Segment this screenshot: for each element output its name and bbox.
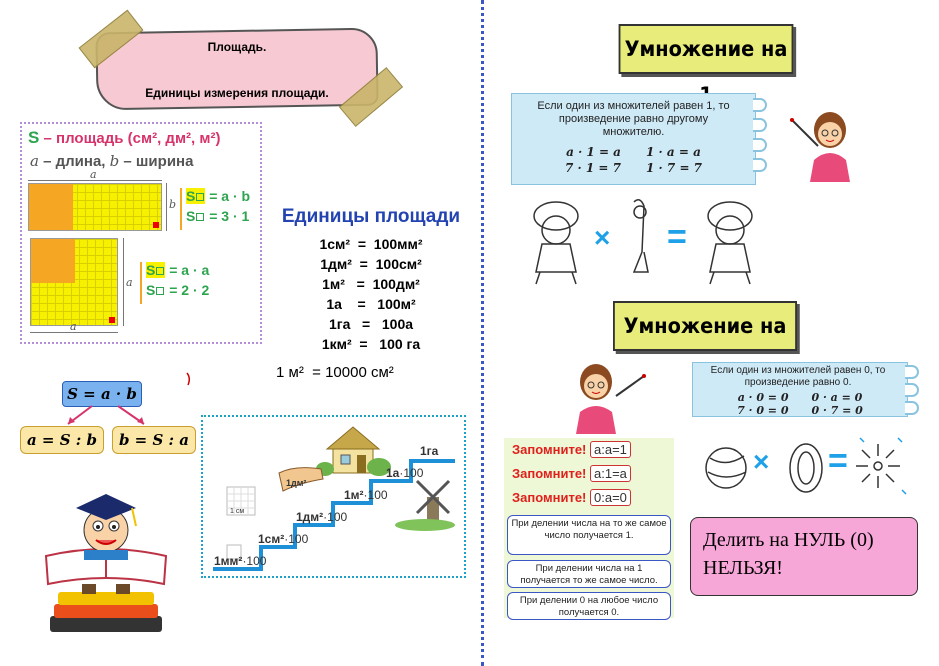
title-banner	[96, 22, 378, 114]
remember-item: Запомните! a:1=a	[512, 465, 631, 482]
unit-row: 1км² = 100 га	[321, 336, 421, 352]
division-note: При делении числа на 1 получается то же самое число.	[507, 560, 671, 588]
rect-formula-box	[180, 188, 258, 230]
square-formula-1: S = a · a	[146, 262, 210, 278]
multiply-by-one-example-1: a · 1 = a 1 · a = a	[566, 145, 701, 159]
a-letter: a	[30, 152, 39, 170]
big-equation: 1 м² = 10000 см²	[276, 364, 394, 381]
stair-step: 1дм²·100	[296, 510, 348, 524]
teacher-illustration	[788, 100, 866, 182]
remember-item: Запомните! a:a=1	[512, 441, 631, 458]
unit-row: 1см² = 100мм²	[319, 236, 423, 252]
division-note: При делении 0 на любое число получается 0.	[507, 592, 671, 620]
page-divider	[481, 0, 484, 666]
zero-multiplication-illustration	[704, 436, 910, 498]
rectangle-figure	[28, 183, 162, 231]
equals-sign: =	[828, 442, 848, 480]
equals-sign: =	[667, 218, 687, 256]
unit-row: 1м² = 100дм²	[322, 276, 420, 292]
stair-step: 1а·100	[386, 466, 424, 480]
square-figure	[30, 238, 118, 326]
student-reading-illustration	[36, 486, 176, 636]
units-title: Единицы площади	[281, 206, 461, 227]
rect-formula-1: S = a · b	[186, 188, 251, 204]
division-by-zero-line-1: Делить на НУЛЬ (0)	[703, 529, 874, 551]
multiply-by-one-rule: Если один из множителей равен 1, то произведение равно другому множителю.	[537, 100, 730, 138]
hand-label: 1дм²	[286, 478, 307, 488]
teacher-illustration	[560, 356, 646, 434]
division-by-zero-line-2: НЕЛЬЗЯ!	[703, 557, 783, 579]
rect-width-line	[166, 183, 167, 231]
unit-row: 1дм² = 100см²	[320, 256, 422, 272]
multiply-by-zero-rule-card	[692, 362, 908, 417]
remember-item: Запомните! 0:a=0	[512, 489, 631, 506]
s-definition: – площадь (см², дм², м²)	[39, 130, 221, 147]
s-letter: S	[28, 128, 40, 147]
grid-label: 1 см	[230, 508, 245, 515]
rect-formula-2: S = 3 · 1	[186, 208, 250, 224]
rect-width-label: b	[169, 198, 177, 211]
square-side-line	[123, 238, 124, 326]
a-definition: – длина,	[38, 153, 110, 170]
unit-row: 1га = 100а	[328, 316, 414, 332]
banner-title: Площадь.	[207, 40, 267, 54]
multiply-by-zero-example-2: 7 · 0 = 0 0 · 7 = 0	[737, 404, 863, 417]
banner-subtitle: Единицы измерения площади.	[145, 86, 329, 100]
area-definition	[28, 128, 220, 148]
doll-multiplication-illustration	[516, 192, 776, 288]
b-letter: b	[109, 152, 120, 170]
b-definition: – ширина	[119, 153, 194, 170]
stair-step: 1га	[420, 444, 439, 458]
area-formula-root: S = a · b	[62, 381, 142, 407]
multiply-by-one-rule-card	[511, 93, 756, 185]
stair-step: 1мм²·100	[214, 554, 267, 568]
sides-definition	[30, 152, 193, 170]
square-formula-box	[140, 262, 209, 304]
red-mark	[185, 372, 195, 386]
rect-length-label: a	[90, 168, 97, 181]
unit-row: 1а = 100м²	[326, 296, 416, 312]
staircase-graphic	[203, 417, 464, 576]
multiply-by-zero-example-1: a · 0 = 0 0 · a = 0	[737, 391, 863, 404]
width-formula: b = S : a	[112, 426, 196, 454]
length-formula: a = S : b	[20, 426, 104, 454]
division-by-zero-rule	[690, 517, 918, 596]
tree-arrows	[40, 404, 170, 428]
stair-step: 1см²·100	[258, 532, 309, 546]
square-side-label: a	[126, 276, 133, 289]
square-formula-2: S = 2 · 2	[146, 282, 210, 298]
division-note: При делении числа на то же самое число получается 1.	[507, 515, 671, 555]
multiply-by-zero-title: Умножение на	[613, 301, 797, 351]
times-sign: ×	[753, 446, 770, 477]
multiply-by-one-title: Умножение на	[619, 24, 794, 74]
square-bottom-label: a	[70, 320, 77, 333]
times-sign: ×	[594, 222, 611, 253]
multiply-by-one-example-2: 7 · 1 = 7 1 · 7 = 7	[564, 161, 703, 175]
multiply-by-zero-rule: Если один из множителей равен 0, то произведение равно 0.	[710, 365, 886, 388]
stair-step: 1м²·100	[344, 488, 388, 502]
